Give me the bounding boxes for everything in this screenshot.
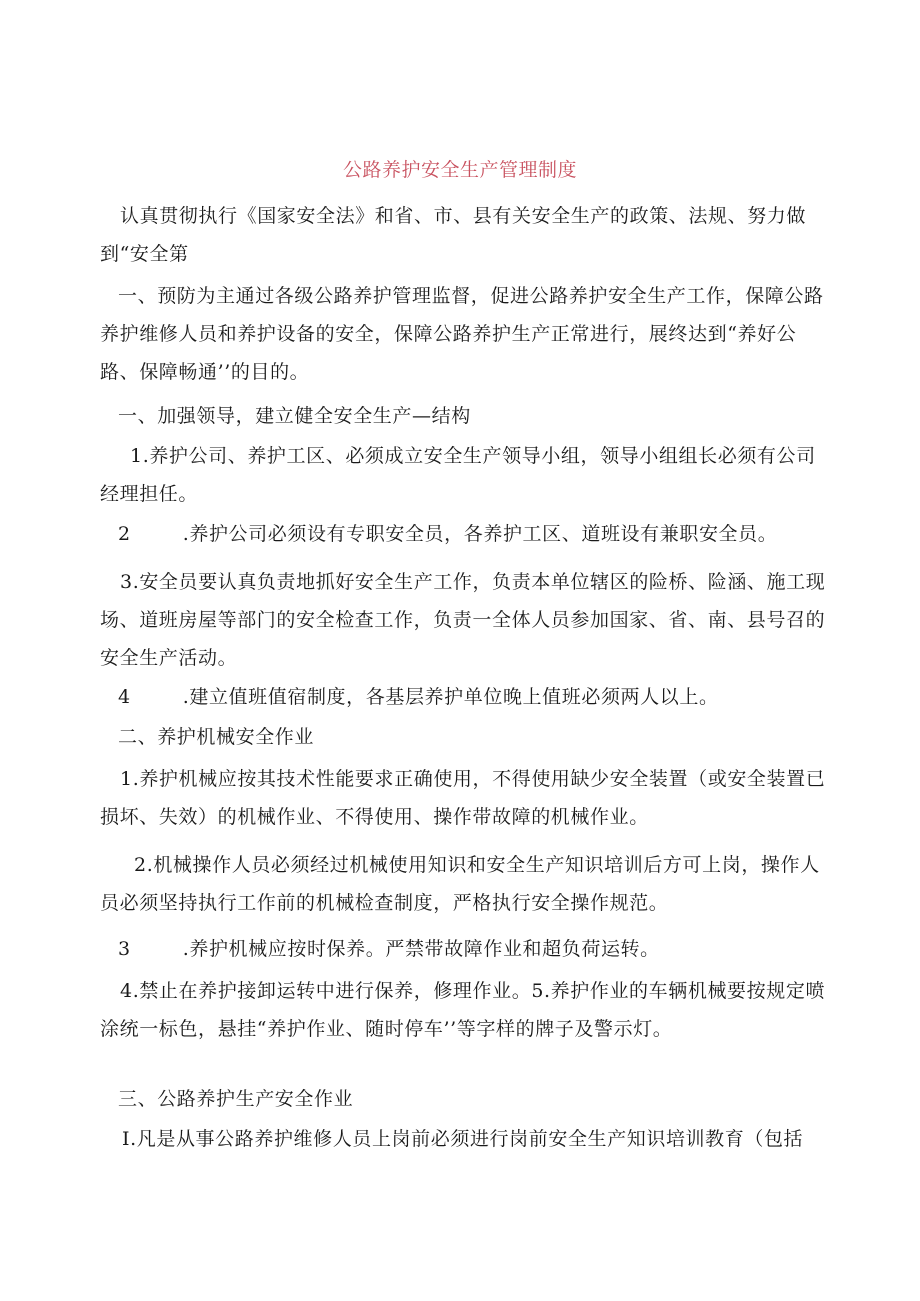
list-item-text: .养护公司必须设有专职安全员，各养护工区、道班设有兼职安全员。 (182, 523, 778, 545)
list-item-text: .建立值班值宿制度，各基层养护单位晚上值班必须两人以上。 (182, 686, 719, 708)
list-item-1-3: 3.安全员要认真负责地抓好安全生产工作，负责本单位辖区的险桥、险涵、施工现场、道班房屋等部门的安全检查工作，负责一全体人员参加国家、省、南、县号召的安全生产活动。 (100, 571, 826, 669)
heading-section-2: 二、养护机械安全作业 (118, 726, 315, 748)
list-item-2-4: 4.禁止在养护接卸运转中进行保养，修理作业。5.养护作业的车辆机械要按规定喷涂统一标色，悬挂“养护作业、随时停车’’等字样的牌子及警示灯。 (100, 980, 826, 1040)
list-item-number: 2 (118, 523, 131, 545)
list-item-2-3 (118, 930, 848, 968)
list-item-number: 4 (118, 686, 131, 708)
heading-section-1: 一、加强领导，建立健全安全生产—结构 (118, 405, 471, 427)
list-item-2-1: 1.养护机械应按其技术性能要求正确使用，不得使用缺少安全装置（或安全装置已损坏、失效）的机械作业、不得使用、操作带故障的机械作业。 (100, 768, 826, 828)
list-item-2-2: 2.机械操作人员必须经过机械使用知识和安全生产知识培训后方可上岗，操作人员必须坚持执行工作前的机械检查制度，严格执行安全操作规范。 (100, 854, 820, 914)
heading-section-3: 三、公路养护生产安全作业 (118, 1088, 354, 1110)
list-item-1-1: 1.养护公司、养护工区、必须成立安全生产领导小组，领导小组组长必须有公司经理担任。 (100, 445, 816, 505)
document-title: 公路养护安全生产管理制度 (342, 159, 577, 181)
list-item-number: 3 (118, 938, 131, 960)
paragraph-prevention: 一、预防为主通过各级公路养护管理监督，促进公路养护安全生产工作，保障公路养护维修人员和养护设备的安全，保障公路养护生产正常进行，展终达到“养好公路、保障畅通’’的目的。 (100, 285, 824, 383)
list-item-1-4 (118, 678, 848, 716)
list-item-1-2 (118, 515, 848, 553)
paragraph-intro: 认真贯彻执行《国家安全法》和省、市、县有关安全生产的政策、法规、努力做到“安全第 (100, 205, 807, 265)
list-item-3-1: I.凡是从事公路养护维修人员上岗前必须进行岗前安全生产知识培训教育（包括 (122, 1128, 804, 1150)
list-item-text: .养护机械应按时保养。严禁带故障作业和超负荷运转。 (182, 938, 660, 960)
